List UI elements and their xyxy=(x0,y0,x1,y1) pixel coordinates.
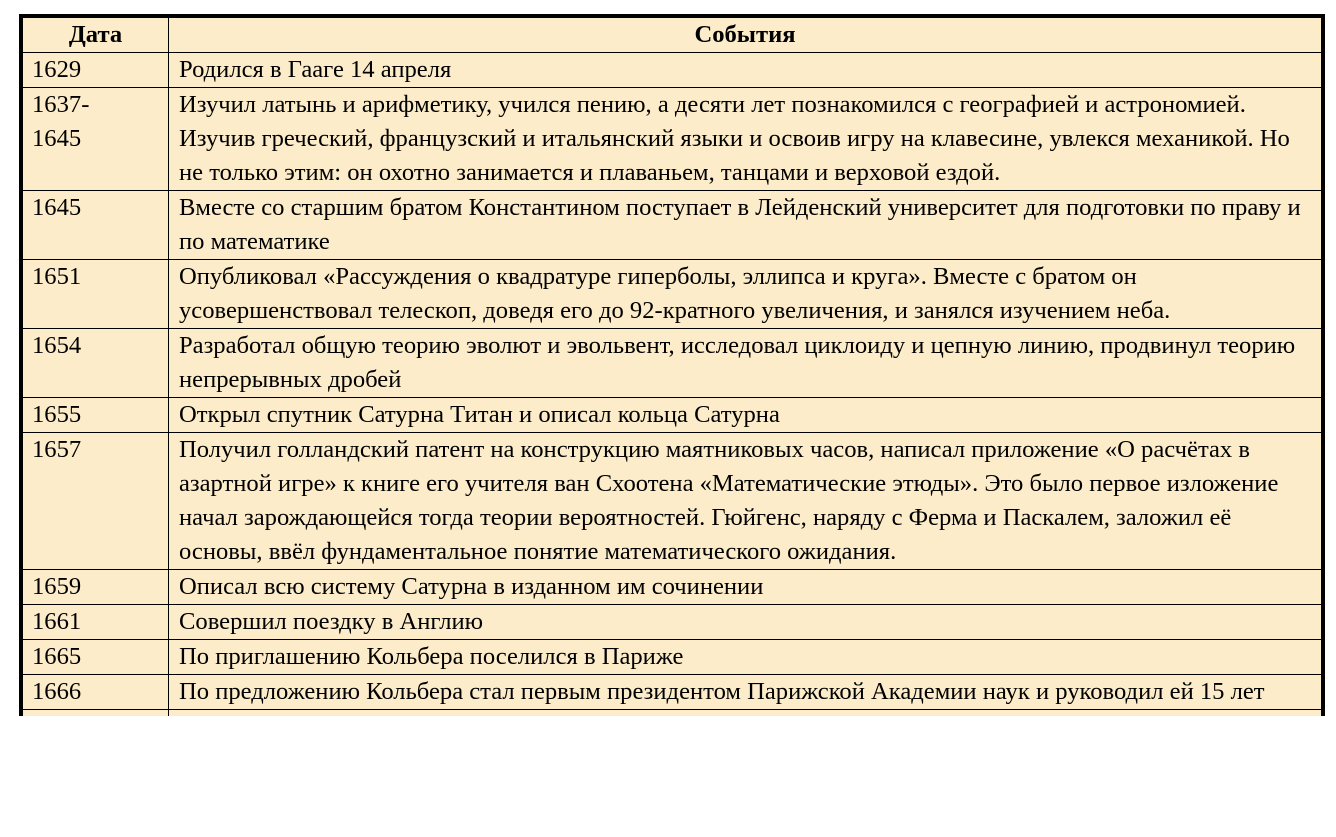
header-date: Дата xyxy=(23,18,169,53)
row-date: 1654 xyxy=(23,329,169,398)
row-event: По предложению Кольбера стал первым президентом Парижской Академии наук и руководил ей 15 лет xyxy=(169,675,1322,710)
table-row xyxy=(23,570,1322,605)
timeline-table-container xyxy=(19,14,1325,716)
table-body xyxy=(23,53,1322,717)
header-events: События xyxy=(169,18,1322,53)
row-date-partial xyxy=(23,710,169,717)
row-event: Описал всю систему Сатурна в изданном им сочинении xyxy=(169,570,1322,605)
row-event: Изучил латынь и арифметику, учился пению, а десяти лет познакомился с географией и астрономией. Изучив греческий, французский и итальянский языки и освоив игру на клавесине, увлекся механикой. Но не только этим: он охотно занимается и плаваньем, танцами и верховой ездой. xyxy=(169,88,1322,191)
table-row xyxy=(23,640,1322,675)
row-date: 1651 xyxy=(23,260,169,329)
row-event: Разработал общую теорию эволют и эвольвент, исследовал циклоиду и цепную линию, продвинул теорию непрерывных дробей xyxy=(169,329,1322,398)
row-date: 1655 xyxy=(23,398,169,433)
table-row xyxy=(23,191,1322,260)
row-event-partial xyxy=(169,710,1322,717)
table-row xyxy=(23,675,1322,710)
row-date: 1661 xyxy=(23,605,169,640)
timeline-table xyxy=(22,17,1322,716)
table-row xyxy=(23,398,1322,433)
row-date: 1659 xyxy=(23,570,169,605)
row-date: 1666 xyxy=(23,675,169,710)
row-event: Совершил поездку в Англию xyxy=(169,605,1322,640)
row-date: 1657 xyxy=(23,433,169,570)
row-event: Родился в Гааге 14 апреля xyxy=(169,53,1322,88)
table-row xyxy=(23,53,1322,88)
table-row xyxy=(23,605,1322,640)
row-event: Вместе со старшим братом Константином поступает в Лейденский университет для подготовки по праву и по математике xyxy=(169,191,1322,260)
table-row xyxy=(23,88,1322,191)
row-event: Открыл спутник Сатурна Титан и описал кольца Сатурна xyxy=(169,398,1322,433)
row-date: 1629 xyxy=(23,53,169,88)
table-header-row xyxy=(23,18,1322,53)
row-date: 1665 xyxy=(23,640,169,675)
row-event: Получил голландский патент на конструкцию маятниковых часов, написал приложение «О расчётах в азартной игре» к книге его учителя ван Схоотена «Математические этюды». Это было первое изложение начал зарождающейся тогда теории вероятностей. Гюйгенс, наряду с Ферма и Паскалем, заложил её основы, ввёл фундаментальное понятие математического ожидания. xyxy=(169,433,1322,570)
row-date: 1637- 1645 xyxy=(23,88,169,191)
row-date: 1645 xyxy=(23,191,169,260)
table-row-partial xyxy=(23,710,1322,717)
table-row xyxy=(23,329,1322,398)
table-row xyxy=(23,433,1322,570)
row-event: Опубликовал «Рассуждения о квадратуре гиперболы, эллипса и круга». Вместе с братом он усовершенствовал телескоп, доведя его до 92-кратного увеличения, и занялся изучением неба. xyxy=(169,260,1322,329)
table-row xyxy=(23,260,1322,329)
row-event: По приглашению Кольбера поселился в Париже xyxy=(169,640,1322,675)
